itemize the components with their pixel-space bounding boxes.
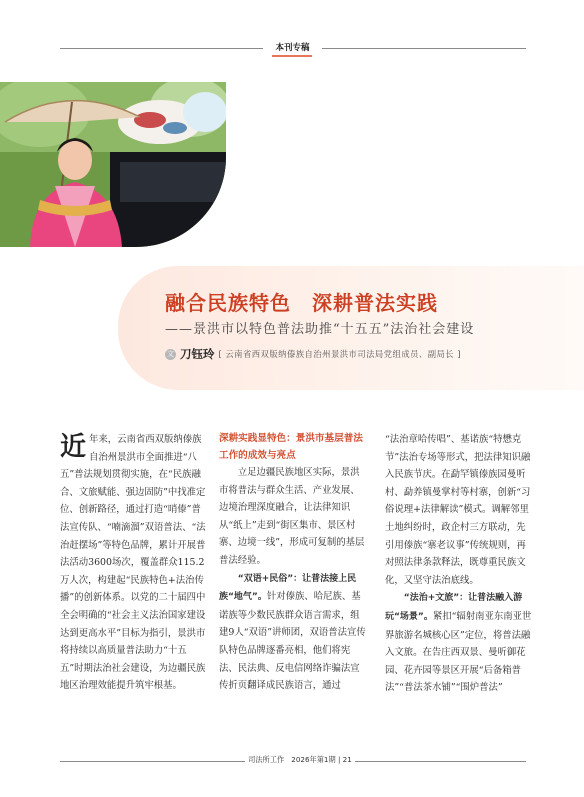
article-title: 融合民族特色 深耕普法实践 xyxy=(165,291,438,315)
article-subtitle: ——景洪市以特色普法助推“十五五”法治社会建设 xyxy=(165,322,475,337)
paragraph xyxy=(219,570,367,695)
body-column-3 xyxy=(385,431,533,697)
byline-mark: 文 xyxy=(167,349,174,358)
byline xyxy=(165,346,461,362)
paragraph-text: 紧扣“辐射南亚东南亚世界旅游名城核心区”定位，将普法融入文旅。在告庄西双景、曼听御花园、花卉园等景区开展“后备箱普法”“普法茶水铺”“围炉普法” xyxy=(385,610,532,694)
author-name: 刀钰玲 xyxy=(180,347,215,361)
drop-cap: 近 xyxy=(60,432,87,462)
footer-rule-left xyxy=(60,761,245,762)
author-photo xyxy=(0,82,226,247)
paragraph: 立足边疆民族地区实际，景洪市将普法与群众生活、产业发展、边境治理深度融合，让法律知识从“纸上”走到“街区集市、景区村寨、边境一线”，形成可复制的基层普法经验。 xyxy=(219,467,365,566)
header-accent-bar xyxy=(272,55,312,57)
paragraph xyxy=(385,589,533,697)
paragraph-lead: “双语+民俗”：让普法接上民族“地气”。 xyxy=(219,573,357,603)
section-heading: 深耕实践显特色：景洪市基层普法工作的成效与亮点 xyxy=(219,433,363,461)
header-rule-left xyxy=(60,48,263,49)
author-info: [ 云南省西双版纳傣族自治州景洪市司法局党组成员、副局长 ] xyxy=(218,349,461,359)
paragraph-lead: “法治+文旅”：让普法融入游玩“场景”。 xyxy=(385,593,523,622)
page-footer: 司法所工作 2026年第1期 | 21 xyxy=(248,755,352,764)
paragraph-text: 针对傣族、哈尼族、基诺族等少数民族群众语言需求，组建9人“双语”讲师团，双语普法宣传队特色品牌逐番亮相，他们将宪法、民法典、反电信网络诈骗法宣传折页翻译成民族语言，通过 xyxy=(219,591,366,692)
paragraph: “法治章哈传唱”、基诺族“特懋克节”法治专场等形式，把法律知识融入民族节庆。在勐罕镇傣族园曼听村、勐养镇曼掌村等村寨，创新“习俗说理+法律解读”模式。调解邻里土地纠纷时，政企村三方联动，先引用傣族“寨老议事”传统规则，再对照法律条款释法，既尊重民族文化，又坚守法治底线。 xyxy=(385,434,531,586)
footer-rule-right xyxy=(355,761,526,762)
column-label: 本刊专稿 xyxy=(275,43,310,53)
body-column-2 xyxy=(219,431,367,695)
header-rule-right xyxy=(322,48,526,49)
paragraph xyxy=(60,431,208,695)
paragraph-text: 年来，云南省西双版纳傣族自治州景洪市全面推进“八五”普法规划贯彻实施，在“民族融合、文旅赋能、强边固防”中找准定位、创新路径，通过打造“哨傣”普法宣传队、“喃滴溜”双语普法、“法治赶摆场”等特色品牌，累计开展普法活动3600场次，覆盖群众115.2万人次，构建起“民族特色+法治传播”的创新体系。以党的二十届四中全会明确的“社会主义法治国家建设达到更高水平”目标为指引，景洪市将持续以高质量普法助力“十五五”时期法治社会建设，为边疆民族地区治理效能提升筑牢根基。 xyxy=(60,434,206,692)
body-column-1 xyxy=(60,431,208,695)
